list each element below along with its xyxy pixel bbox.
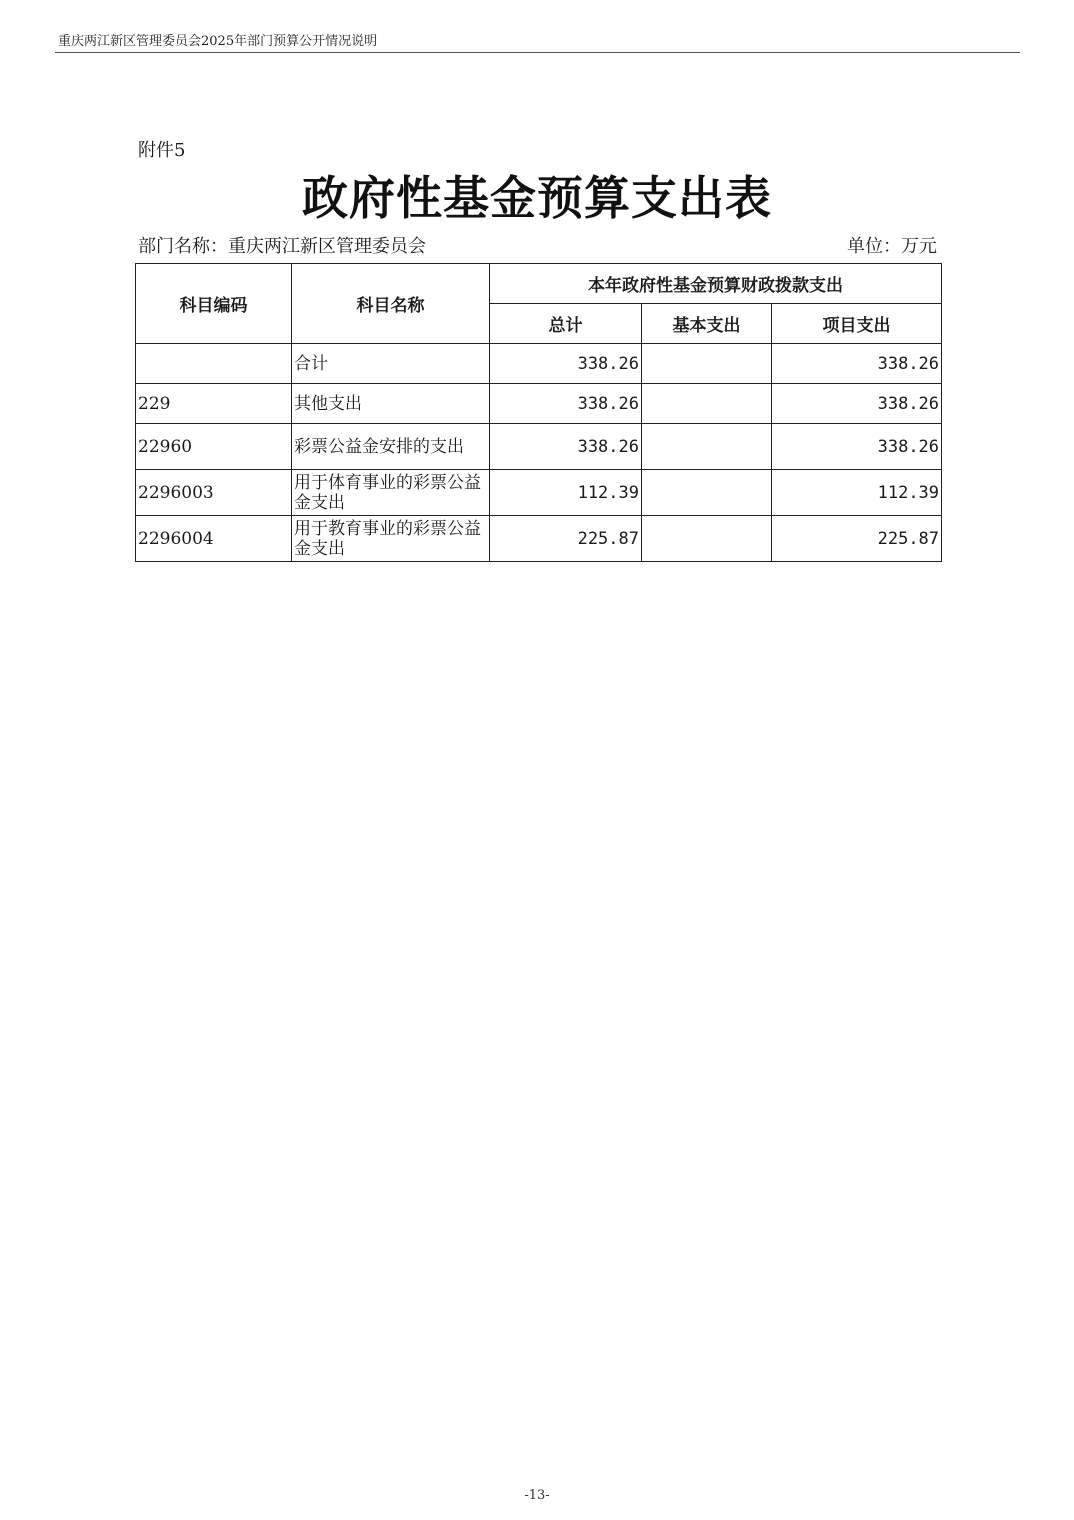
- table-row: [136, 516, 942, 562]
- cell-total: 338.26: [490, 384, 642, 424]
- unit-line: 单位：万元: [847, 236, 937, 257]
- cell-code: [136, 344, 292, 384]
- header-project: 项目支出: [772, 304, 942, 344]
- header-total: 总计: [490, 304, 642, 344]
- attachment-label: 附件5: [138, 140, 186, 161]
- page-title: 政府性基金预算支出表: [302, 171, 772, 225]
- cell-basic: [642, 344, 772, 384]
- cell-project: 338.26: [772, 344, 942, 384]
- cell-name: 用于体育事业的彩票公益金支出: [292, 470, 490, 516]
- table-row: [136, 470, 942, 516]
- cell-code: 2296003: [136, 470, 292, 516]
- cell-basic: [642, 470, 772, 516]
- cell-name: 用于教育事业的彩票公益金支出: [292, 516, 490, 562]
- cell-code: 2296004: [136, 516, 292, 562]
- page-number: -13-: [524, 1488, 550, 1503]
- cell-project: 338.26: [772, 384, 942, 424]
- budget-table: [135, 263, 942, 562]
- table-row: [136, 424, 942, 470]
- cell-basic: [642, 424, 772, 470]
- table-row: [136, 384, 942, 424]
- header-divider: [55, 52, 1020, 53]
- cell-code: 229: [136, 384, 292, 424]
- cell-total: 112.39: [490, 470, 642, 516]
- header-basic: 基本支出: [642, 304, 772, 344]
- cell-name: 彩票公益金安排的支出: [292, 424, 490, 470]
- cell-project: 225.87: [772, 516, 942, 562]
- cell-name: 其他支出: [292, 384, 490, 424]
- header-name: 科目名称: [292, 264, 490, 344]
- cell-basic: [642, 516, 772, 562]
- cell-project: 112.39: [772, 470, 942, 516]
- cell-total: 338.26: [490, 424, 642, 470]
- department-line: 部门名称：重庆两江新区管理委员会: [138, 236, 426, 257]
- cell-project: 338.26: [772, 424, 942, 470]
- cell-total: 225.87: [490, 516, 642, 562]
- table-header-row: [136, 264, 942, 304]
- cell-total: 338.26: [490, 344, 642, 384]
- cell-code: 22960: [136, 424, 292, 470]
- header-group: 本年政府性基金预算财政拨款支出: [490, 264, 942, 304]
- cell-basic: [642, 384, 772, 424]
- cell-name: 合计: [292, 344, 490, 384]
- running-header-title: 重庆两江新区管理委员会2025年部门预算公开情况说明: [58, 34, 378, 49]
- header-code: 科目编码: [136, 264, 292, 344]
- table-row: [136, 344, 942, 384]
